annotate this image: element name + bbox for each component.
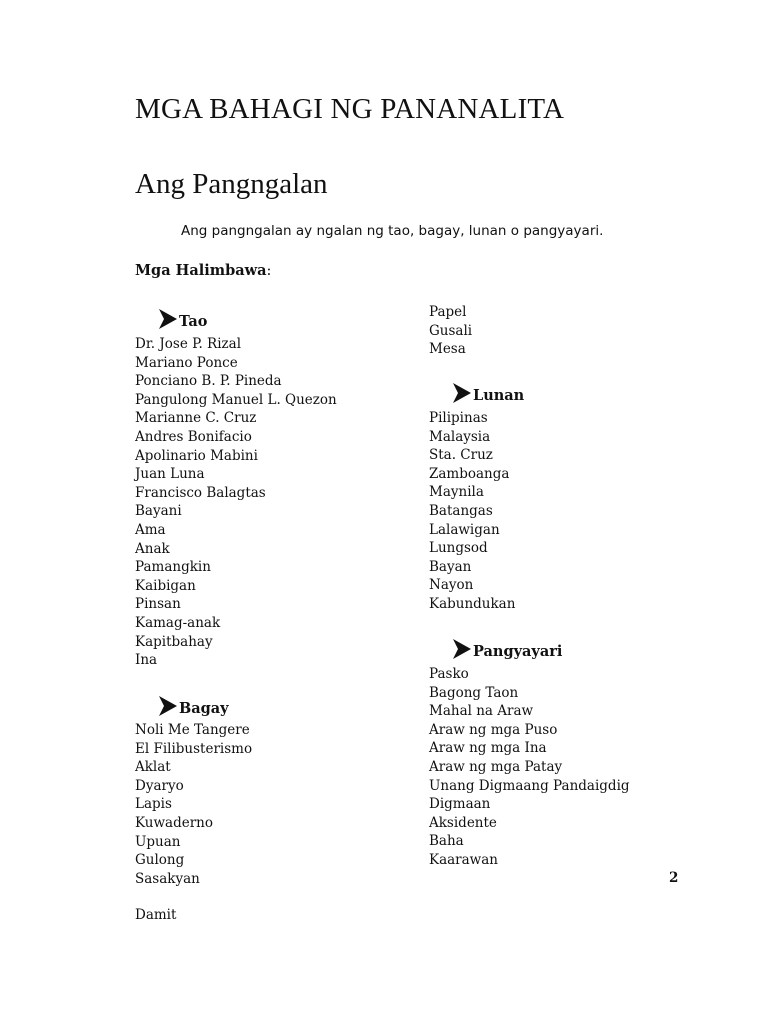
list-item: Kamag-anak [135, 614, 221, 631]
list-item: Araw ng mga Puso [429, 721, 558, 738]
arrow-bullet-icon [158, 695, 178, 717]
category-heading-bagay [158, 695, 229, 717]
category-heading-label: Tao [179, 313, 208, 330]
list-item: Baha [429, 833, 464, 850]
list-item: Nayon [429, 577, 474, 594]
list-item: Araw ng mga Ina [429, 740, 547, 757]
list-item: Digmaan [429, 796, 491, 813]
list-item: Apolinario Mabini [135, 447, 258, 464]
word-list-bagay [135, 721, 252, 888]
list-item: Pilipinas [429, 410, 488, 426]
list-item: Aklat [135, 759, 171, 776]
list-item: Bayan [429, 558, 472, 575]
list-item: Gulong [135, 852, 185, 869]
list-item: Zamboanga [429, 465, 510, 482]
category-heading-label: Bagay [179, 700, 229, 717]
list-item: Mesa [429, 341, 466, 358]
list-item: El Filibusterismo [135, 740, 253, 757]
list-item: Araw ng mga Patay [429, 758, 563, 775]
list-item: Batangas [429, 502, 493, 519]
word-list-lunan [429, 409, 515, 614]
list-item: Kabundukan [429, 595, 516, 612]
list-item: Mahal na Araw [429, 703, 534, 720]
page-number: 2 [669, 870, 679, 886]
document-title: MGA BAHAGI NG PANANALITA [135, 93, 565, 125]
section-title: Ang Pangngalan [135, 168, 328, 200]
list-item: Unang Digmaang Pandaigdig [429, 777, 630, 794]
list-item: Bagong Taon [429, 684, 519, 701]
list-item: Anak [135, 540, 170, 557]
list-item: Sta. Cruz [429, 447, 493, 464]
list-item: Andres Bonifacio [135, 428, 252, 445]
examples-label-colon: : [266, 263, 272, 279]
category-heading-pangyayari [452, 638, 562, 660]
list-item: Lapis [135, 796, 172, 813]
arrow-bullet-icon [452, 382, 472, 404]
list-item: Kaarawan [429, 851, 498, 868]
word-list-tao [135, 335, 337, 670]
list-item: Lalawigan [429, 521, 500, 538]
list-item: Papel [429, 304, 467, 320]
list-item: Bayani [135, 503, 182, 520]
category-heading-lunan [452, 382, 524, 404]
list-item: Ama [135, 521, 166, 538]
word-list-bagay-continued [429, 303, 472, 359]
category-heading-label: Lunan [473, 387, 525, 404]
category-heading-label: Pangyayari [473, 643, 563, 660]
category-heading-tao [158, 308, 207, 330]
list-item: Pinsan [135, 596, 181, 613]
list-item: Kapitbahay [135, 633, 213, 650]
list-item: Gusali [429, 322, 473, 339]
list-item: Marianne C. Cruz [135, 410, 257, 427]
list-item: Upuan [135, 833, 181, 850]
list-item: Pangulong Manuel L. Quezon [135, 391, 337, 408]
definition-text: Ang pangngalan ay ngalan ng tao, bagay, lunan o pangyayari. [181, 223, 604, 239]
list-item: Sasakyan [135, 870, 200, 887]
list-item: Lungsod [429, 540, 488, 557]
list-item: Ina [135, 652, 158, 669]
arrow-bullet-icon [158, 308, 178, 330]
list-item: Aksidente [429, 814, 497, 831]
list-item: Kaibigan [135, 577, 196, 594]
list-item-trailing: Damit [135, 907, 177, 923]
arrow-bullet-icon [452, 638, 472, 660]
list-item: Kuwaderno [135, 814, 213, 831]
list-item: Maynila [429, 484, 484, 501]
examples-label [135, 262, 271, 279]
list-item: Dyaryo [135, 777, 184, 794]
list-item: Noli Me Tangere [135, 722, 250, 738]
word-list-pangyayari [429, 665, 630, 870]
list-item: Ponciano B. P. Pineda [135, 373, 282, 390]
list-item: Mariano Ponce [135, 354, 238, 371]
list-item: Malaysia [429, 428, 491, 445]
list-item: Francisco Balagtas [135, 484, 266, 501]
examples-label-text: Mga Halimbawa [135, 262, 267, 279]
list-item: Juan Luna [135, 466, 205, 483]
list-item: Pasko [429, 666, 469, 682]
list-item: Dr. Jose P. Rizal [135, 336, 242, 352]
list-item: Pamangkin [135, 559, 211, 576]
